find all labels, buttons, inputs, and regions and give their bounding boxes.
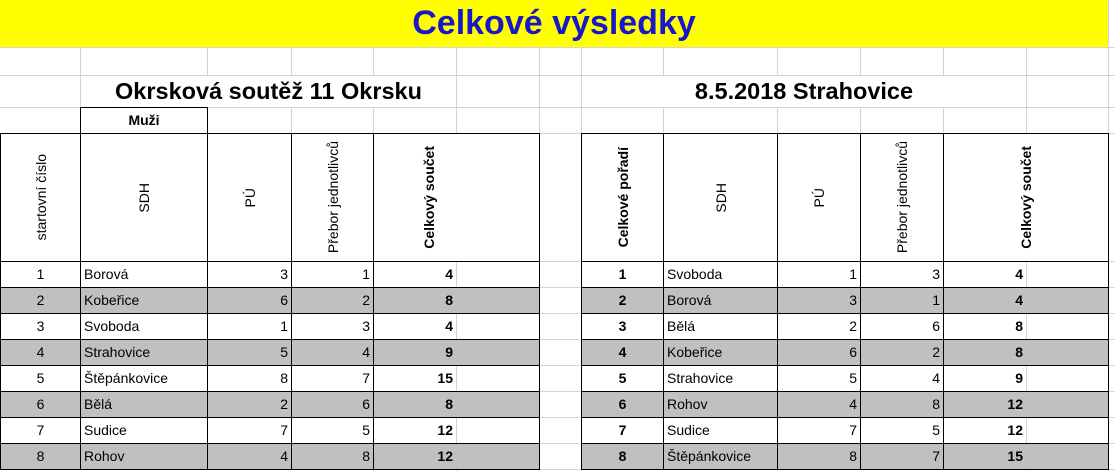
total-cell[interactable]: 4 bbox=[943, 261, 1026, 288]
prebor-points-cell[interactable]: 6 bbox=[860, 313, 944, 340]
prebor-points-cell[interactable]: 3 bbox=[860, 261, 944, 288]
table-row bbox=[581, 261, 1109, 288]
table-row bbox=[0, 287, 540, 314]
header-start-number-label: startovní číslo bbox=[32, 154, 49, 241]
table-row bbox=[0, 443, 540, 470]
sdh-name-cell[interactable]: Kobeřice bbox=[80, 287, 208, 314]
sdh-name-cell[interactable]: Sudice bbox=[80, 417, 208, 444]
total-cell[interactable]: 12 bbox=[373, 443, 456, 470]
sdh-name-cell[interactable]: Bělá bbox=[80, 391, 208, 418]
start-number-cell[interactable]: 8 bbox=[0, 443, 81, 470]
table-row bbox=[0, 417, 540, 444]
competition-heading[interactable]: Okrsková soutěž 11 Okrsku bbox=[81, 76, 456, 107]
empty-cell[interactable] bbox=[456, 287, 540, 314]
pu-points-cell[interactable]: 7 bbox=[777, 417, 861, 444]
sdh-name-cell[interactable]: Štěpánkovice bbox=[80, 365, 208, 392]
pu-points-cell[interactable]: 4 bbox=[777, 391, 861, 418]
sdh-name-cell[interactable]: Rohov bbox=[80, 443, 208, 470]
table-row bbox=[0, 261, 540, 288]
overall-ranking-table-body bbox=[581, 261, 1109, 470]
total-cell[interactable]: 8 bbox=[373, 287, 456, 314]
total-cell[interactable]: 9 bbox=[373, 339, 456, 366]
pu-points-cell[interactable]: 1 bbox=[777, 261, 861, 288]
table-row bbox=[581, 287, 1109, 314]
empty-cell[interactable] bbox=[456, 261, 540, 288]
total-cell[interactable]: 8 bbox=[943, 313, 1026, 340]
total-cell[interactable]: 12 bbox=[373, 417, 456, 444]
header-total-label: Celkový součet bbox=[420, 146, 437, 249]
table-row bbox=[0, 339, 540, 366]
prebor-points-cell[interactable]: 2 bbox=[860, 339, 944, 366]
empty-cell[interactable] bbox=[456, 417, 540, 444]
sdh-name-cell[interactable]: Svoboda bbox=[80, 313, 208, 340]
overall-rank-cell[interactable]: 8 bbox=[581, 443, 664, 470]
table-row bbox=[0, 313, 540, 340]
header-pu-label: PÚ bbox=[241, 187, 258, 208]
overall-rank-cell[interactable]: 1 bbox=[581, 261, 664, 288]
sdh-name-cell[interactable]: Strahovice bbox=[80, 339, 208, 366]
pu-points-cell[interactable]: 8 bbox=[207, 365, 292, 392]
header-prebor[interactable] bbox=[860, 133, 944, 262]
table-row bbox=[581, 339, 1109, 366]
prebor-points-cell[interactable]: 4 bbox=[291, 339, 374, 366]
total-cell[interactable]: 4 bbox=[373, 313, 456, 340]
table-row bbox=[581, 391, 1109, 418]
total-cell[interactable]: 12 bbox=[943, 417, 1026, 444]
start-number-cell[interactable]: 5 bbox=[0, 365, 81, 392]
sdh-name-cell[interactable]: Svoboda bbox=[663, 261, 778, 288]
pu-points-cell[interactable]: 2 bbox=[207, 391, 292, 418]
header-total[interactable] bbox=[943, 133, 1109, 262]
pu-points-cell[interactable]: 1 bbox=[207, 313, 292, 340]
prebor-points-cell[interactable]: 8 bbox=[860, 391, 944, 418]
sdh-name-cell[interactable]: Strahovice bbox=[663, 365, 778, 392]
table-row bbox=[581, 443, 1109, 470]
date-place-heading[interactable]: 8.5.2018 Strahovice bbox=[582, 76, 1026, 107]
prebor-points-cell[interactable]: 5 bbox=[291, 417, 374, 444]
prebor-points-cell[interactable]: 6 bbox=[291, 391, 374, 418]
empty-cell[interactable] bbox=[1026, 443, 1109, 470]
overall-rank-cell[interactable]: 4 bbox=[581, 339, 664, 366]
header-pu[interactable] bbox=[207, 133, 292, 262]
empty-cell[interactable] bbox=[456, 313, 540, 340]
empty-cell[interactable] bbox=[1026, 313, 1109, 340]
sdh-name-cell[interactable]: Borová bbox=[663, 287, 778, 314]
header-pu[interactable] bbox=[777, 133, 861, 262]
start-number-cell[interactable]: 1 bbox=[0, 261, 81, 288]
start-number-cell[interactable]: 7 bbox=[0, 417, 81, 444]
overall-rank-cell[interactable]: 7 bbox=[581, 417, 664, 444]
overall-rank-cell[interactable]: 2 bbox=[581, 287, 664, 314]
sdh-name-cell[interactable]: Kobeřice bbox=[663, 339, 778, 366]
table-row bbox=[581, 417, 1109, 444]
empty-cell[interactable] bbox=[1026, 417, 1109, 444]
header-sdh[interactable] bbox=[663, 133, 778, 262]
start-number-cell[interactable]: 2 bbox=[0, 287, 81, 314]
header-prebor-label: Přebor jednotlivců bbox=[894, 141, 910, 254]
start-number-cell[interactable]: 6 bbox=[0, 391, 81, 418]
total-cell[interactable]: 9 bbox=[943, 365, 1026, 392]
header-total-label: Celkový součet bbox=[1018, 146, 1034, 249]
header-pu-label: PÚ bbox=[811, 187, 827, 208]
table-row bbox=[581, 365, 1109, 392]
header-overall-rank-label: Celkové pořadí bbox=[614, 147, 631, 248]
prebor-points-cell[interactable]: 2 bbox=[291, 287, 374, 314]
pu-points-cell[interactable]: 6 bbox=[207, 287, 292, 314]
header-prebor[interactable] bbox=[291, 133, 374, 262]
prebor-points-cell[interactable]: 1 bbox=[291, 261, 374, 288]
sdh-name-cell[interactable]: Bělá bbox=[663, 313, 778, 340]
prebor-points-cell[interactable]: 3 bbox=[291, 313, 374, 340]
table-row bbox=[0, 391, 540, 418]
pu-points-cell[interactable]: 7 bbox=[207, 417, 292, 444]
pu-points-cell[interactable]: 3 bbox=[777, 287, 861, 314]
empty-cell[interactable] bbox=[456, 391, 540, 418]
total-cell[interactable]: 12 bbox=[943, 391, 1026, 418]
empty-cell[interactable] bbox=[1026, 287, 1109, 314]
empty-cell[interactable] bbox=[456, 339, 540, 366]
header-total[interactable] bbox=[373, 133, 540, 262]
prebor-points-cell[interactable]: 5 bbox=[860, 417, 944, 444]
prebor-points-cell[interactable]: 8 bbox=[291, 443, 374, 470]
table-row bbox=[0, 365, 540, 392]
empty-cell[interactable] bbox=[1026, 365, 1109, 392]
sheet-title[interactable]: Celkové výsledky bbox=[0, 0, 1108, 47]
prebor-points-cell[interactable]: 7 bbox=[860, 443, 944, 470]
empty-cell[interactable] bbox=[1026, 261, 1109, 288]
sdh-name-cell[interactable]: Štěpánkovice bbox=[663, 443, 778, 470]
category-label[interactable]: Muži bbox=[80, 107, 208, 134]
prebor-points-cell[interactable]: 1 bbox=[860, 287, 944, 314]
sdh-name-cell[interactable]: Rohov bbox=[663, 391, 778, 418]
start-number-cell[interactable]: 3 bbox=[0, 313, 81, 340]
total-cell[interactable]: 4 bbox=[943, 287, 1026, 314]
header-sdh[interactable] bbox=[80, 133, 208, 262]
empty-cell[interactable] bbox=[456, 443, 540, 470]
total-cell[interactable]: 8 bbox=[373, 391, 456, 418]
header-sdh-label: SDH bbox=[136, 182, 152, 213]
header-start-number[interactable] bbox=[0, 133, 81, 262]
overall-rank-cell[interactable]: 5 bbox=[581, 365, 664, 392]
total-cell[interactable]: 8 bbox=[943, 339, 1026, 366]
pu-points-cell[interactable]: 3 bbox=[207, 261, 292, 288]
empty-cell[interactable] bbox=[456, 365, 540, 392]
table-row bbox=[581, 313, 1109, 340]
start-order-table-body bbox=[0, 261, 540, 470]
empty-cell[interactable] bbox=[1026, 339, 1109, 366]
empty-cell[interactable] bbox=[1026, 391, 1109, 418]
pu-points-cell[interactable]: 5 bbox=[777, 365, 861, 392]
header-prebor-label: Přebor jednotlivců bbox=[324, 141, 341, 254]
pu-points-cell[interactable]: 4 bbox=[207, 443, 292, 470]
total-cell[interactable]: 15 bbox=[943, 443, 1026, 470]
header-overall-rank[interactable] bbox=[581, 133, 664, 262]
start-number-cell[interactable]: 4 bbox=[0, 339, 81, 366]
overall-rank-cell[interactable]: 6 bbox=[581, 391, 664, 418]
total-cell[interactable]: 4 bbox=[373, 261, 456, 288]
pu-points-cell[interactable]: 5 bbox=[207, 339, 292, 366]
pu-points-cell[interactable]: 6 bbox=[777, 339, 861, 366]
sdh-name-cell[interactable]: Sudice bbox=[663, 417, 778, 444]
total-cell[interactable]: 15 bbox=[373, 365, 456, 392]
pu-points-cell[interactable]: 8 bbox=[777, 443, 861, 470]
pu-points-cell[interactable]: 2 bbox=[777, 313, 861, 340]
prebor-points-cell[interactable]: 7 bbox=[291, 365, 374, 392]
sdh-name-cell[interactable]: Borová bbox=[80, 261, 208, 288]
header-sdh-label: SDH bbox=[712, 182, 729, 213]
prebor-points-cell[interactable]: 4 bbox=[860, 365, 944, 392]
overall-rank-cell[interactable]: 3 bbox=[581, 313, 664, 340]
